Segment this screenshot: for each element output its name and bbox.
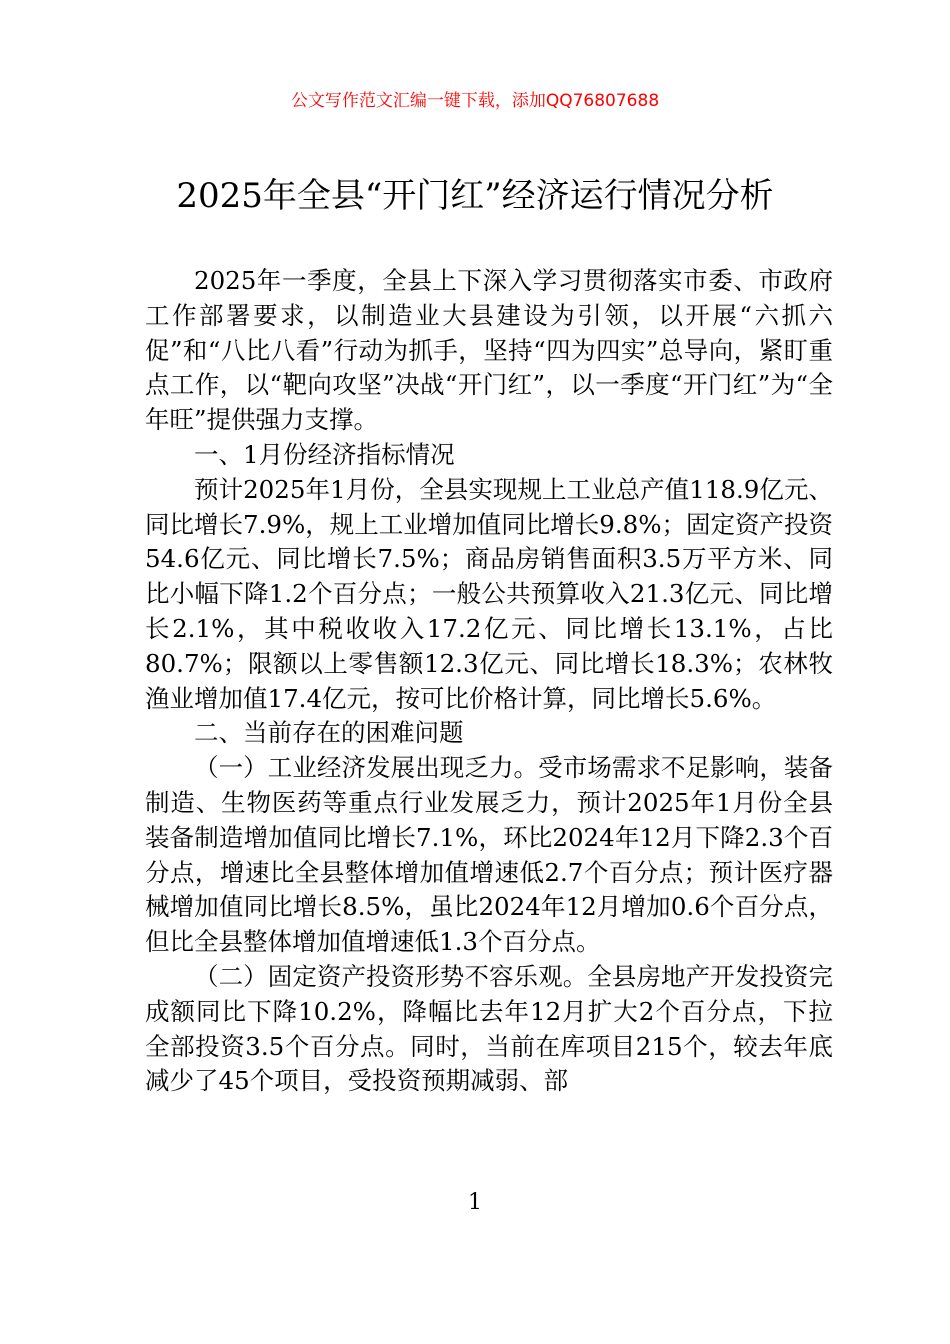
intro-paragraph: 2025年一季度，全县上下深入学习贯彻落实市委、市政府工作部署要求，以制造业大县建设为引领，以开展“六抓六促”和“八比八看”行动为抓手，坚持“四为四实”总导向，紧盯重点工作，以“靶向攻坚”决战“开门红”，以一季度“开门红”为“全年旺”提供强力支撑。: [145, 266, 833, 435]
investment-paragraph: （二）固定资产投资形势不容乐观。全县房地产开发投资完成额同比下降10.2%，降幅比去年12月扩大2个百分点，下拉全部投资3.5个百分点。同时，当前在库项目215个，较去年底减少了45个项目，受投资预期减弱、部: [145, 961, 833, 1096]
document-title: 2025年全县“开门红”经济运行情况分析: [176, 176, 774, 216]
page-number: 1: [468, 1190, 482, 1215]
document-body: [145, 264, 833, 1099]
indicators-paragraph: 预计2025年1月份，全县实现规上工业总产值118.9亿元、同比增长7.9%，规上工业增加值同比增长9.8%；固定资产投资54.6亿元、同比增长7.5%；商品房销售面积3.5万平方米、同比小幅下降1.2个百分点；一般公共预算收入21.3亿元、同比增长2.1%，其中税收收入17.2亿元、同比增长13.1%，占比80.7%；限额以上零售额12.3亿元、同比增长18.3%；农林牧渔业增加值17.4亿元，按可比价格计算，同比增长5.6%。: [145, 474, 833, 713]
industry-paragraph: （一）工业经济发展出现乏力。受市场需求不足影响，装备制造、生物医药等重点行业发展乏力，预计2025年1月份全县装备制造增加值同比增长7.1%，环比2024年12月下降2.3个百分点，增速比全县整体增加值增速低2.7个百分点；预计医疗器械增加值同比增长8.5%，虽比2024年12月增加0.6个百分点，但比全县整体增加值增速低1.3个百分点。: [145, 753, 833, 957]
section-heading-2: 二、当前存在的困难问题: [194, 718, 464, 748]
section-heading-1: 一、1月份经济指标情况: [194, 439, 455, 469]
download-promo-note: 公文写作范文汇编一键下载，添加QQ76807688: [290, 91, 660, 111]
